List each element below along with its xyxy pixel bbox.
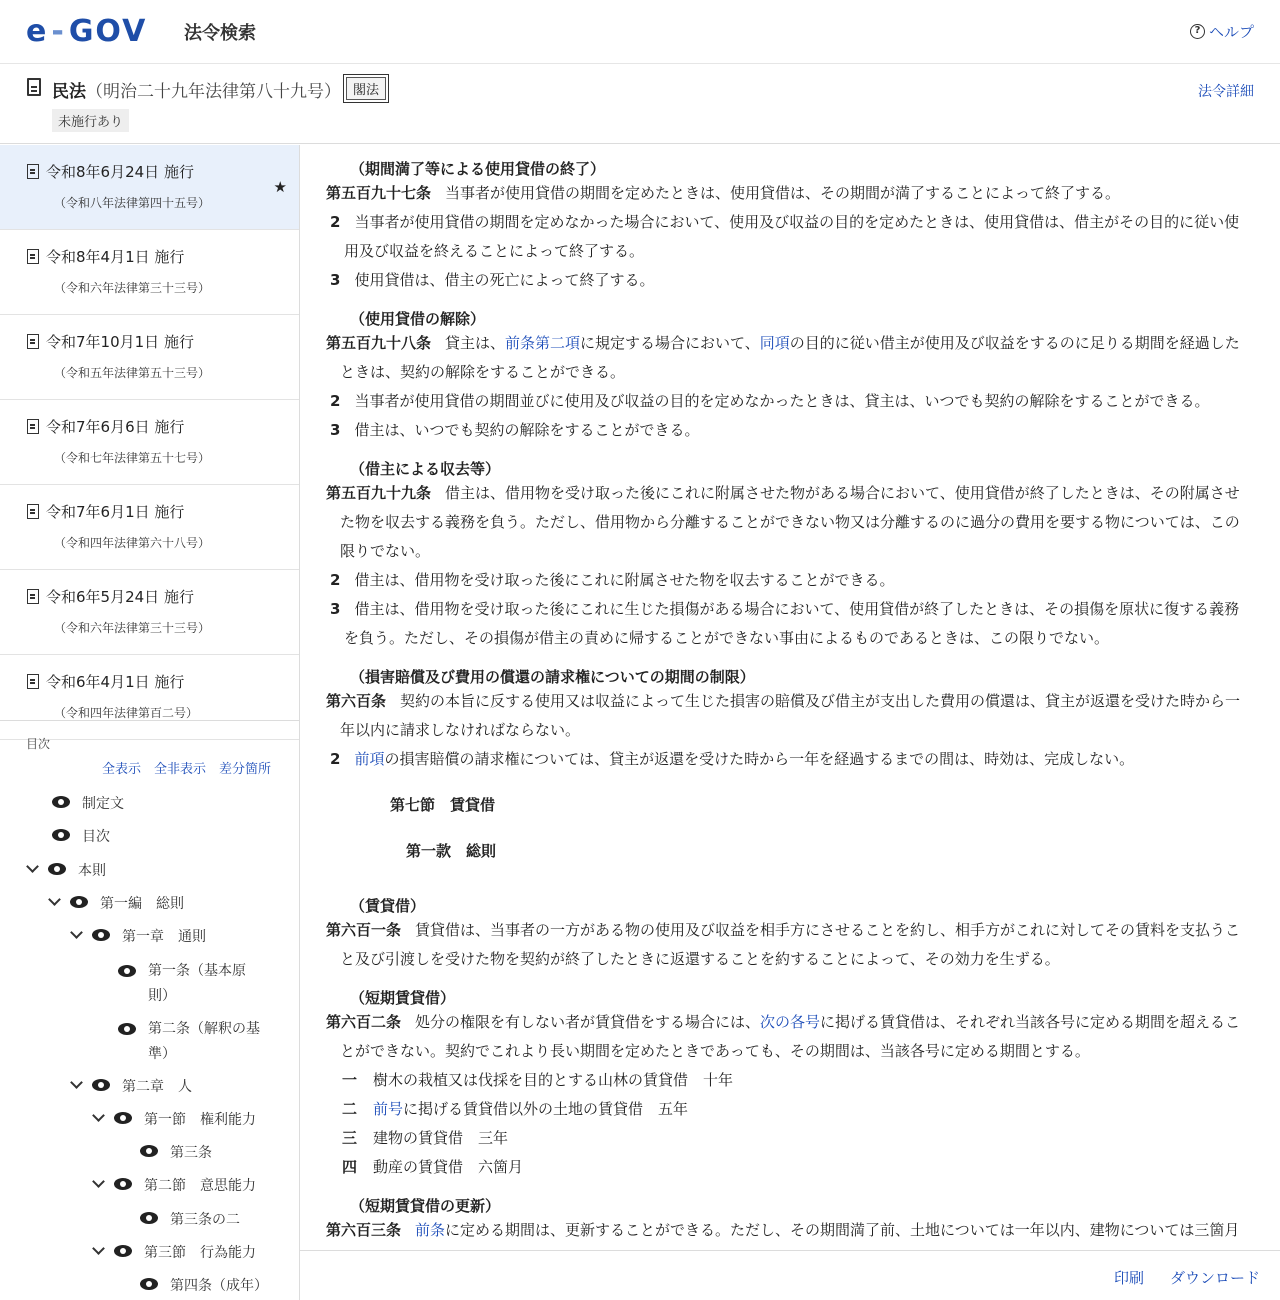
toc-item[interactable] [26,860,106,880]
logo-e: e [26,13,49,49]
chevron-down-icon[interactable] [92,1244,104,1256]
toc-item-label: 制定文 [82,796,124,812]
eye-icon[interactable] [140,1212,158,1224]
toc-show-all-link[interactable]: 全表示 [102,762,142,777]
article-caption: （期間満了等による使用貸借の終了） [350,160,606,178]
toc-diff-link[interactable]: 差分箇所 [219,762,272,777]
toc-item[interactable] [52,826,110,846]
revision-list[interactable] [0,145,299,721]
toc-item[interactable] [92,1109,256,1129]
paragraph-text: 使用貸借は、借主の死亡によって終了する。 [354,271,655,289]
article-paragraph [330,566,1254,595]
item-text: に掲げる賃貸借以外の土地の賃貸借 五年 [403,1100,689,1118]
law-title-bar [0,64,1280,144]
item-text: 建物の賃貸借 三年 [373,1129,509,1147]
article-number: 第五百九十九条 [326,484,432,502]
toc-item[interactable] [118,1017,260,1067]
site-header [0,0,1280,64]
document-icon [27,334,39,349]
article-paragraph [326,687,1254,745]
document-icon [27,674,39,689]
reference-link[interactable]: 同項 [759,334,790,352]
star-icon: ★ [273,178,287,196]
article-paragraph [326,1008,1254,1066]
item-number: 二 [342,1100,358,1118]
toc-item-label: 本則 [78,863,106,879]
article-text: 当事者が使用貸借の期間を定めたときは、使用貸借は、その期間が満了することによって終了する。 [445,184,1121,202]
paragraph-text: 借主は、借用物を受け取った後にこれに附属させた物を収去することができる。 [354,571,895,589]
article-paragraph [326,179,1254,208]
article-paragraph [330,208,1254,266]
reference-link[interactable]: 前号 [373,1100,404,1118]
document-icon [27,589,39,604]
eye-icon[interactable] [114,1112,132,1124]
toc-item[interactable] [118,959,246,1009]
article-text: 契約の本旨に反する使用又は収益によって生じた損害の賠償及び借主が支出した費用の償還は、貸主が返還を受けた時から一年以内に請求しなければならない。 [340,692,1241,739]
list-item [342,1124,1254,1153]
article-text: 借主は、借用物を受け取った後にこれに附属させた物がある場合において、使用貸借が終了したときは、その附属させた物を収去する義務を負う。ただし、借用物から分離することができない物又は分離するのに過分の費用を要する物については、この限りでない。 [340,484,1240,560]
toc-item-label: 第四条（成年） [170,1278,268,1294]
article-number: 第五百九十八条 [326,334,432,352]
article-paragraph [326,916,1254,974]
revision-item[interactable] [0,485,299,570]
article-number: 第六百三条 [326,1221,402,1239]
revision-date: 令和6年4月1日 施行 [46,673,185,691]
reference-link[interactable]: 次の各号 [760,1013,821,1031]
revision-law: （令和四年法律第百二号） [54,706,199,720]
paragraph-number: 2 [330,392,341,410]
article-paragraph [326,329,1254,387]
help-link[interactable] [1190,21,1254,42]
eye-icon[interactable] [92,929,110,941]
item-number: 四 [342,1158,358,1176]
revision-item[interactable] [0,655,299,740]
article-caption: （賃貸借） [350,897,426,915]
paragraph-number: 2 [330,750,341,768]
toc-item[interactable] [140,1142,212,1162]
egov-logo[interactable] [26,14,147,48]
paragraph-text: 借主は、借用物を受け取った後にこれに生じた損傷がある場合において、使用貸借が終了したときは、その損傷を原状に復する義務を負う。ただし、その損傷が借主の責めに帰することができない事由によるものであるときは、この限りでない。 [344,600,1240,647]
revision-item[interactable] [0,570,299,655]
eye-icon[interactable] [140,1145,158,1157]
toc-item-label: 第三節 行為能力 [144,1245,256,1261]
revision-item[interactable] [0,230,299,315]
toc-item[interactable] [52,793,124,813]
toc-item-label: 第一編 総則 [100,896,184,912]
paragraph-text: 借主は、いつでも契約の解除をすることができる。 [354,421,700,439]
revision-date: 令和7年6月6日 施行 [46,418,185,436]
revision-date: 令和7年6月1日 施行 [46,503,185,521]
article-text: 賃貸借は、当事者の一方がある物の使用及び収益を相手方にさせることを約し、相手方がこれに対してその賃料を支払うこと及び引渡しを受けた物を契約が終了したときに返還することを約することによって、その効力を生ずる。 [340,921,1241,968]
eye-icon[interactable] [114,1245,132,1257]
toc-item[interactable] [48,893,184,913]
article-paragraph [330,745,1254,774]
article-number: 第五百九十七条 [326,184,432,202]
item-number: 一 [342,1071,358,1089]
toc-item-label: 第二節 意思能力 [144,1178,256,1194]
article-text: 貸主は、 [445,334,506,352]
law-body [300,145,1280,1250]
revision-date: 令和7年10月1日 施行 [46,333,194,351]
article-paragraph [330,416,1254,445]
toc-label: 目次 [26,737,51,751]
paragraph-number: 3 [330,600,341,618]
toc-actions [102,758,271,777]
paragraph-number: 3 [330,271,341,289]
law-name: 民法 [52,82,86,102]
article-paragraph [330,387,1254,416]
toc-item[interactable] [70,1076,192,1096]
toc-item[interactable] [92,1242,256,1262]
chevron-down-icon[interactable] [48,895,60,907]
paragraph-text: の損害賠償の請求権については、貸主が返還を受けた時から一年を経過するまでの間は、時効は、完成しない。 [384,750,1135,768]
item-number: 三 [342,1129,358,1147]
eye-icon[interactable] [92,1079,110,1091]
toc-item-label: 第三条の二 [170,1212,240,1228]
item-text: 樹木の栽植又は伐採を目的とする山林の賃貸借 十年 [373,1071,734,1089]
eye-icon[interactable] [70,896,88,908]
item-text: 動産の賃貸借 六箇月 [373,1158,524,1176]
law-number: （明治二十九年法律第八十九号） [86,82,341,102]
document-icon [27,164,39,179]
help-circle-icon: ? [1190,24,1205,39]
revision-item[interactable] [0,400,299,485]
document-icon [27,419,39,434]
site-name: 法令検索 [184,23,256,44]
revision-law: （令和六年法律第三十三号） [54,621,211,635]
article-text: に定める期間は、更新することができる。ただし、その期間満了前、土地については一年以内、建物については三箇月 [445,1221,1240,1239]
chevron-down-icon[interactable] [70,928,82,940]
article-caption: （短期賃貸借） [350,989,456,1007]
revision-law: （令和五年法律第五十三号） [54,366,211,380]
paragraph-number: 3 [330,421,341,439]
eye-icon[interactable] [52,796,70,808]
toc-item[interactable] [70,926,206,946]
revision-item[interactable] [0,145,299,230]
article-number: 第六百条 [326,692,387,710]
article-text: 処分の権限を有しない者が賃貸借をする場合には、 [415,1013,761,1031]
reference-link[interactable]: 前条第二項 [505,334,581,352]
unenforced-badge: 未施行あり [52,109,129,132]
toc-item-label: 第二章 人 [122,1079,192,1095]
cabinet-bill-badge [343,74,389,103]
subsection-heading: 第一款 総則 [406,842,497,860]
list-item [342,1153,1254,1182]
toc-item-label: 目次 [82,829,110,845]
revision-date: 令和6年5月24日 施行 [46,588,194,606]
reference-link[interactable]: 前条 [415,1221,446,1239]
article-text: の目的に従い借主が使用及び収益をするのに足りる期間を経過したときは、契約の解除をすることができる。 [340,334,1240,381]
article-text: に規定する場合において、 [580,334,760,352]
chevron-down-icon[interactable] [92,1177,104,1189]
article-caption: （短期賃貸借の更新） [350,1197,501,1215]
article-caption: （借主による収去等） [350,460,501,478]
article-paragraph [330,595,1254,653]
article-paragraph [330,266,1254,295]
paragraph-text: 当事者が使用貸借の期間を定めなかった場合において、使用及び収益の目的を定めたときは、使用貸借は、借主がその目的に従い使用及び収益を終えることによって終了する。 [344,213,1240,260]
chevron-down-icon[interactable] [26,862,38,874]
list-item [342,1066,1254,1095]
chevron-down-icon[interactable] [70,1078,82,1090]
eye-icon[interactable] [52,829,70,841]
toc-item-label: 第一条（基本原 則） [148,963,246,1004]
toc-item-label: 第二条（解釈の基 準） [148,1021,260,1062]
article-paragraph [326,479,1254,566]
article-number: 第六百二条 [326,1013,402,1031]
revision-law: （令和八年法律第四十五号） [54,196,211,210]
chevron-down-icon[interactable] [92,1111,104,1123]
article-caption: （損害賠償及び費用の償還の請求権についての期間の制限） [350,668,755,686]
sidebar [0,145,300,1300]
revision-date: 令和8年6月24日 施行 [46,163,194,181]
eye-icon[interactable] [118,1023,136,1035]
help-label: ヘルプ [1208,23,1254,41]
footer-bar [300,1250,1280,1300]
print-link[interactable]: 印刷 [1114,1269,1145,1287]
eye-icon[interactable] [114,1178,132,1190]
revision-date: 令和8年4月1日 施行 [46,248,185,266]
toc-hide-all-link[interactable]: 全非表示 [154,762,207,777]
eye-icon[interactable] [118,965,136,977]
document-icon [27,249,39,264]
paragraph-text: 当事者が使用貸借の期間並びに使用及び収益の目的を定めなかったときは、貸主は、いつでも契約の解除をすることができる。 [354,392,1210,410]
reference-link[interactable]: 前項 [354,750,385,768]
paragraph-number: 2 [330,213,341,231]
article-caption: （使用貸借の解除） [350,310,486,328]
download-link[interactable]: ダウンロード [1170,1269,1261,1287]
toc-item[interactable] [140,1209,240,1229]
toc-item-label: 第一節 権利能力 [144,1112,256,1128]
logo-dash: - [51,13,66,49]
law-title [52,77,341,102]
revision-law: （令和六年法律第三十三号） [54,281,211,295]
eye-icon[interactable] [48,863,66,875]
revision-law: （令和四年法律第六十八号） [54,536,211,550]
document-icon [27,78,41,96]
document-icon [27,504,39,519]
paragraph-number: 2 [330,571,341,589]
toc-item-label: 第三条 [170,1145,212,1161]
badge-label: 閣法 [346,77,386,100]
list-item [342,1095,1254,1124]
toc-item[interactable] [140,1275,268,1295]
revision-law: （令和七年法律第五十七号） [54,451,211,465]
logo-gov: GOV [68,13,148,49]
article-number: 第六百一条 [326,921,402,939]
toc-item-label: 第一章 通則 [122,929,206,945]
article-text: に掲げる賃貸借は、それぞれ当該各号に定める期間を超えることができない。契約でこれより長い期間を定めたときであっても、その期間は、当該各号に定める期間とする。 [340,1013,1241,1060]
law-detail-link[interactable]: 法令詳細 [1198,84,1254,100]
revision-item[interactable] [0,315,299,400]
eye-icon[interactable] [140,1278,158,1290]
toc-item[interactable] [92,1175,256,1195]
section-heading: 第七節 賃貸借 [390,796,496,814]
